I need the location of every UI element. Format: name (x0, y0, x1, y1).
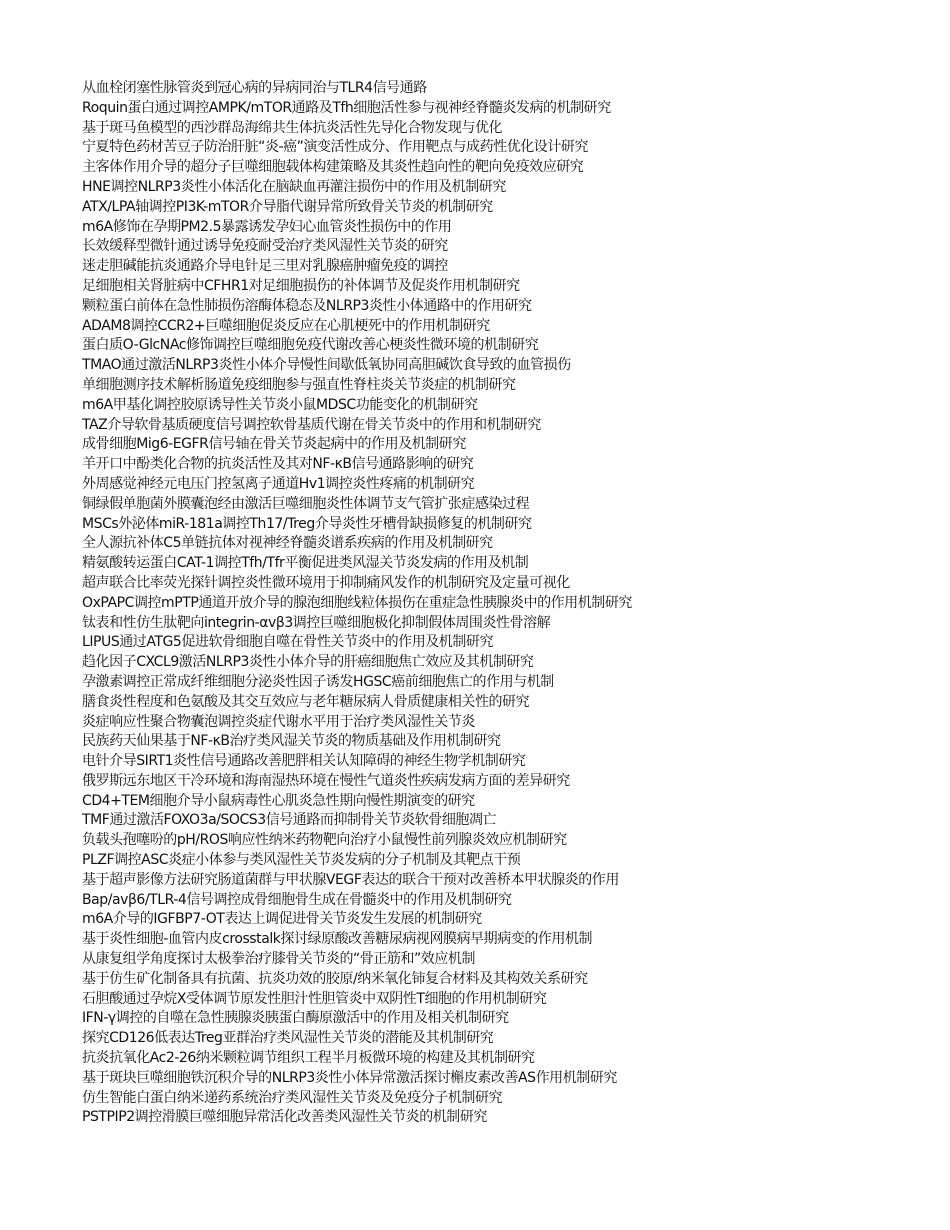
project-title-line: 从康复组学角度探讨太极拳治疗膝骨关节炎的“骨正筋和”效应机制 (82, 951, 476, 968)
project-title-line: 基于斑马鱼模型的西沙群岛海绵共生体抗炎活性先导化合物发现与优化 (82, 119, 503, 136)
project-title-line: 基于超声影像方法研究肠道菌群与甲状腺VEGF表达的联合干预对改善桥本甲状腺炎的作用 (82, 871, 619, 888)
project-title-line: m6A修饰在孕期PM2.5暴露诱发孕妇心血管炎性损伤中的作用 (82, 218, 452, 235)
project-title-line: OxPAPC调控mPTP通道开放介导的腺泡细胞线粒体损伤在重症急性胰腺炎中的作用机制研究 (82, 594, 632, 611)
project-title-line: 孕激素调控正常成纤维细胞分泌炎性因子诱发HGSC癌前细胞焦亡的作用与机制 (82, 673, 554, 690)
project-title-line: 钛表和性仿生肽靶向integrin-αvβ3调控巨噬细胞极化抑制假体周围炎性骨溶解 (82, 614, 551, 631)
project-title-line: 负载头孢噻吩的pH/ROS响应性纳米药物靶向治疗小鼠慢性前列腺炎效应机制研究 (82, 832, 567, 849)
project-title-line: Bap/avβ6/TLR-4信号调控成骨细胞骨生成在骨髓炎中的作用及机制研究 (82, 891, 512, 908)
project-title-line: 单细胞测序技术解析肠道免疫细胞参与强直性脊柱炎关节炎症的机制研究 (82, 376, 516, 393)
project-title-line: 抗炎抗氧化Ac2-26纳米颗粒调节组织工程半月板微环境的构建及其机制研究 (82, 1050, 535, 1067)
project-title-line: HNE调控NLRP3炎性小体活化在脑缺血再灌注损伤中的作用及机制研究 (82, 178, 506, 195)
project-title-line: LIPUS通过ATG5促进软骨细胞自噬在骨性关节炎中的作用及机制研究 (82, 634, 494, 651)
project-title-line: 足细胞相关肾脏病中CFHR1对足细胞损伤的补体调节及促炎作用机制研究 (82, 277, 520, 294)
project-title-line: IFN-γ调控的自噬在急性胰腺炎胰蛋白酶原激活中的作用及相关机制研究 (82, 1010, 509, 1027)
project-title-line: 颗粒蛋白前体在急性肺损伤溶酶体稳态及NLRP3炎性小体通路中的作用研究 (82, 297, 532, 314)
project-title-line: 基于仿生矿化制备具有抗菌、抗炎功效的胶原/纳米氧化铈复合材料及其构效关系研究 (82, 970, 588, 987)
project-title-line: 宁夏特色药材苦豆子防治肝脏“炎-癌”演变活性成分、作用靶点与成药性优化设计研究 (82, 139, 589, 156)
project-title-line: TMAO通过激活NLRP3炎性小体介导慢性间歇低氧协同高胆碱饮食导致的血管损伤 (82, 357, 571, 374)
project-title-line: 全人源抗补体C5单链抗体对视神经脊髓炎谱系疾病的作用及机制研究 (82, 535, 493, 552)
project-title-line: 探究CD126低表达Treg亚群治疗类风湿性关节炎的潜能及其机制研究 (82, 1030, 494, 1047)
project-title-line: 趋化因子CXCL9激活NLRP3炎性小体介导的肝癌细胞焦亡效应及其机制研究 (82, 654, 534, 671)
project-title-line: 从血栓闭塞性脉管炎到冠心病的异病同治与TLR4信号通路 (82, 80, 427, 96)
project-title-line: PLZF调控ASC炎症小体参与类风湿性关节炎发病的分子机制及其靶点干预 (82, 852, 521, 869)
project-title-line: 电针介导SIRT1炎性信号通路改善肥胖相关认知障碍的神经生物学机制研究 (82, 753, 526, 770)
project-title-line: 膳食炎性程度和色氨酸及其交互效应与老年糖尿病人骨质健康相关性的研究 (82, 693, 530, 710)
project-title-line: CD4+TEM细胞介导小鼠病毒性心肌炎急性期向慢性期演变的研究 (82, 792, 475, 809)
project-title-line: 仿生智能白蛋白纳米递药系统治疗类风湿性关节炎及免疫分子机制研究 (82, 1089, 503, 1106)
project-title-line: 俄罗斯远东地区干冷环境和海南湿热环境在慢性气道炎性疾病发病方面的差异研究 (82, 772, 570, 789)
project-title-line: 基于炎性细胞-血管内皮crosstalk探讨绿原酸改善糖尿病视网膜病早期病变的作用机制 (82, 931, 593, 948)
project-title-line: m6A介导的IGFBP7-OT表达上调促进骨关节炎发生发展的机制研究 (82, 911, 482, 928)
project-title-line: TMF通过激活FOXO3a/SOCS3信号通路而抑制骨关节炎软骨细胞凋亡 (82, 812, 497, 829)
project-title-line: 蛋白质O-GlcNAc修饰调控巨噬细胞免疫代谢改善心梗炎性微环境的机制研究 (82, 337, 539, 354)
project-title-line: 铜绿假单胞菌外膜囊泡经由激活巨噬细胞炎性体调节支气管扩张症感染过程 (82, 495, 530, 512)
project-title-line: m6A甲基化调控胶原诱导性关节炎小鼠MDSC功能变化的机制研究 (82, 396, 478, 413)
project-title-line: 炎症响应性聚合物囊泡调控炎症代谢水平用于治疗类风湿性关节炎 (82, 713, 475, 730)
project-title-line: 民族药天仙果基于NF-κB治疗类风湿关节炎的物质基础及作用机制研究 (82, 733, 501, 750)
project-title-line: 石胆酸通过孕烷X受体调节原发性胆汁性胆管炎中双阴性T细胞的作用机制研究 (82, 990, 547, 1007)
project-title-line: 基于斑块巨噬细胞铁沉积介导的NLRP3炎性小体异常激活探讨槲皮素改善AS作用机制研究 (82, 1069, 617, 1086)
project-title-line: 长效缓释型微针通过诱导免疫耐受治疗类风湿性关节炎的研究 (82, 238, 448, 255)
project-title-line: 精氨酸转运蛋白CAT-1调控Tfh/Tfr平衡促进类风湿关节炎发病的作用及机制 (82, 555, 529, 572)
project-title-list (82, 79, 942, 1128)
project-title-line: 主客体作用介导的超分子巨噬细胞载体构建策略及其炎性趋向性的靶向免疫效应研究 (82, 159, 584, 176)
project-title-line: 外周感觉神经元电压门控氢离子通道Hv1调控炎性疼痛的机制研究 (82, 475, 475, 492)
project-title-line: 羊开口中酚类化合物的抗炎活性及其对NF-κB信号通路影响的研究 (82, 456, 474, 473)
project-title-line: 迷走胆碱能抗炎通路介导电针足三里对乳腺癌肿瘤免疫的调控 (82, 258, 448, 275)
project-title-line: MSCs外泌体miR-181a调控Th17/Treg介导炎性牙槽骨缺损修复的机制研究 (82, 515, 532, 532)
project-title-line: ATX/LPA轴调控PI3K-mTOR介导脂代谢异常所致骨关节炎的机制研究 (82, 198, 493, 215)
project-title-line: PSTPIP2调控滑膜巨噬细胞异常活化改善类风湿性关节炎的机制研究 (82, 1109, 487, 1126)
project-title-line: TAZ介导软骨基质硬度信号调控软骨基质代谢在骨关节炎中的作用和机制研究 (82, 416, 541, 433)
project-title-line: Roquin蛋白通过调控AMPK/mTOR通路及Tfh细胞活性参与视神经脊髓炎发病的机制研究 (82, 99, 611, 116)
project-title-line: 成骨细胞Mig6-EGFR信号轴在骨关节炎起病中的作用及机制研究 (82, 436, 466, 453)
project-title-line: ADAM8调控CCR2+巨噬细胞促炎反应在心肌梗死中的作用机制研究 (82, 317, 490, 334)
project-title-line: 超声联合比率荧光探针调控炎性微环境用于抑制痛风发作的机制研究及定量可视化 (82, 574, 570, 591)
